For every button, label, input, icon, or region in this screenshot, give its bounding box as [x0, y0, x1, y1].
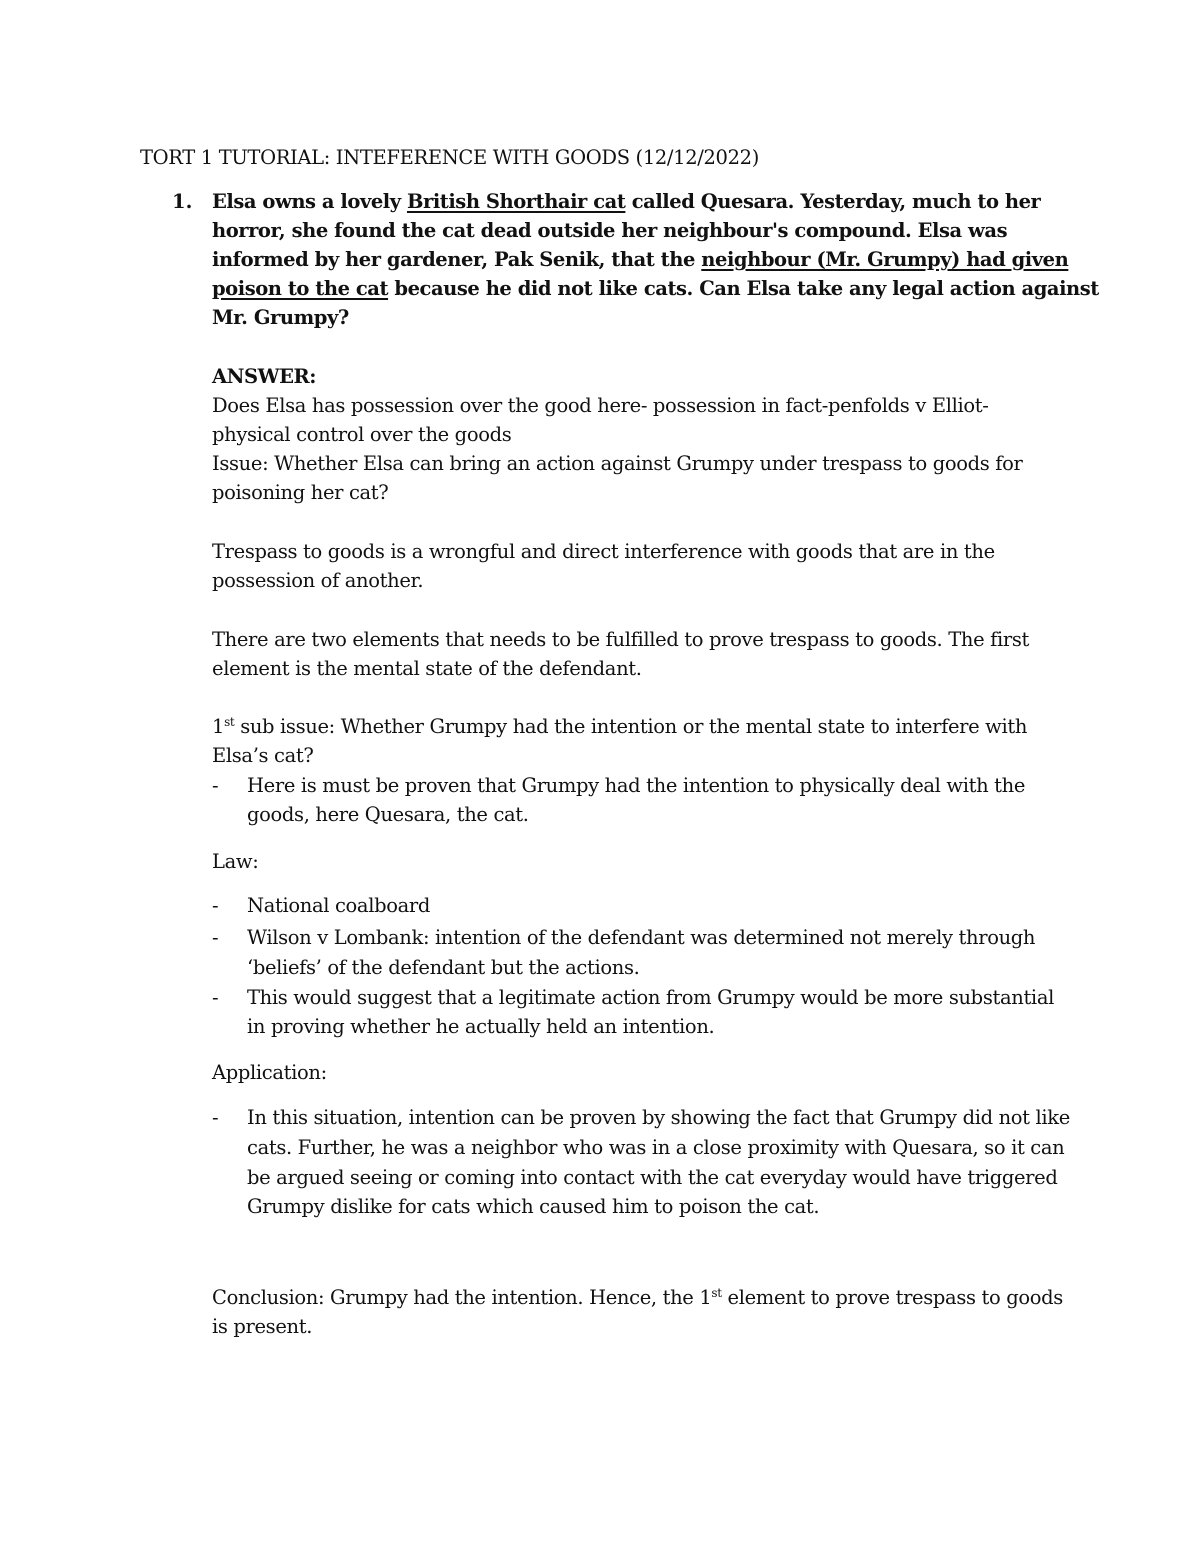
application-line-1: In this situation, intention can be proven by showing the fact that Grumpy did not like: [247, 1106, 1070, 1129]
definition-line-2: possession of another.: [212, 569, 424, 592]
sub-issue-bullet-line-2: goods, here Quesara, the cat.: [247, 803, 529, 826]
bullet-dash: -: [212, 894, 219, 917]
sub-issue-line-1: 1st sub issue: Whether Grumpy had the intention or the mental state to interfere with: [212, 715, 1028, 738]
issue-line-1: Issue: Whether Elsa can bring an action against Grumpy under trespass to goods for: [212, 452, 1023, 475]
bullet-dash: -: [212, 986, 219, 1009]
conclusion-line-1: Conclusion: Grumpy had the intention. Hence, the 1st element to prove trespass to goods: [212, 1286, 1063, 1309]
question-number: 1.: [172, 190, 193, 213]
law-bullet-1: National coalboard: [247, 894, 430, 917]
conclusion-line-2: is present.: [212, 1315, 313, 1338]
law-bullet-3-line-2: in proving whether he actually held an intention.: [247, 1015, 715, 1038]
application-line-3: be argued seeing or coming into contact with the cat everyday would have triggered: [247, 1166, 1058, 1189]
question-line-2: horror, she found the cat dead outside her neighbour's compound. Elsa was: [212, 219, 1008, 242]
sub-issue-line-2: Elsa’s cat?: [212, 744, 314, 767]
law-bullet-3-line-1: This would suggest that a legitimate action from Grumpy would be more substantial: [247, 986, 1054, 1009]
elements-line-1: There are two elements that needs to be fulfilled to prove trespass to goods. The first: [212, 628, 1030, 651]
application-line-2: cats. Further, he was a neighbor who was in a close proximity with Quesara, so it can: [247, 1136, 1065, 1159]
question-line-1: Elsa owns a lovely British Shorthair cat called Quesara. Yesterday, much to her: [212, 190, 1041, 213]
question-line-3: informed by her gardener, Pak Senik, that the neighbour (Mr. Grumpy) had given: [212, 248, 1069, 271]
sub-issue-bullet-line-1: Here is must be proven that Grumpy had the intention to physically deal with the: [247, 774, 1026, 797]
underlined-poison: poison to the cat: [212, 277, 389, 300]
underlined-breed: British Shorthair cat: [406, 190, 626, 213]
application-line-4: Grumpy dislike for cats which caused him to poison the cat.: [247, 1195, 820, 1218]
document-title: TORT 1 TUTORIAL: INTEFERENCE WITH GOODS (12/12/2022): [140, 146, 759, 169]
bullet-dash: -: [212, 1106, 219, 1129]
application-label: Application:: [212, 1061, 327, 1084]
issue-line-2: poisoning her cat?: [212, 481, 389, 504]
answer-heading: ANSWER:: [212, 365, 317, 388]
bullet-dash: -: [212, 926, 219, 949]
law-label: Law:: [212, 850, 259, 873]
elements-line-2: element is the mental state of the defendant.: [212, 657, 642, 680]
question-line-4: poison to the cat because he did not like cats. Can Elsa take any legal action against: [212, 277, 1099, 300]
law-bullet-2-line-2: ‘beliefs’ of the defendant but the actions.: [247, 956, 640, 979]
law-bullet-2-line-1: Wilson v Lombank: intention of the defendant was determined not merely through: [247, 926, 1036, 949]
bullet-dash: -: [212, 774, 219, 797]
definition-line-1: Trespass to goods is a wrongful and direct interference with goods that are in the: [212, 540, 995, 563]
possession-line-1: Does Elsa has possession over the good here- possession in fact-penfolds v Elliot-: [212, 394, 989, 417]
underlined-neighbour: neighbour (Mr. Grumpy) had given: [701, 248, 1069, 271]
question-line-5: Mr. Grumpy?: [212, 306, 349, 329]
possession-line-2: physical control over the goods: [212, 423, 512, 446]
